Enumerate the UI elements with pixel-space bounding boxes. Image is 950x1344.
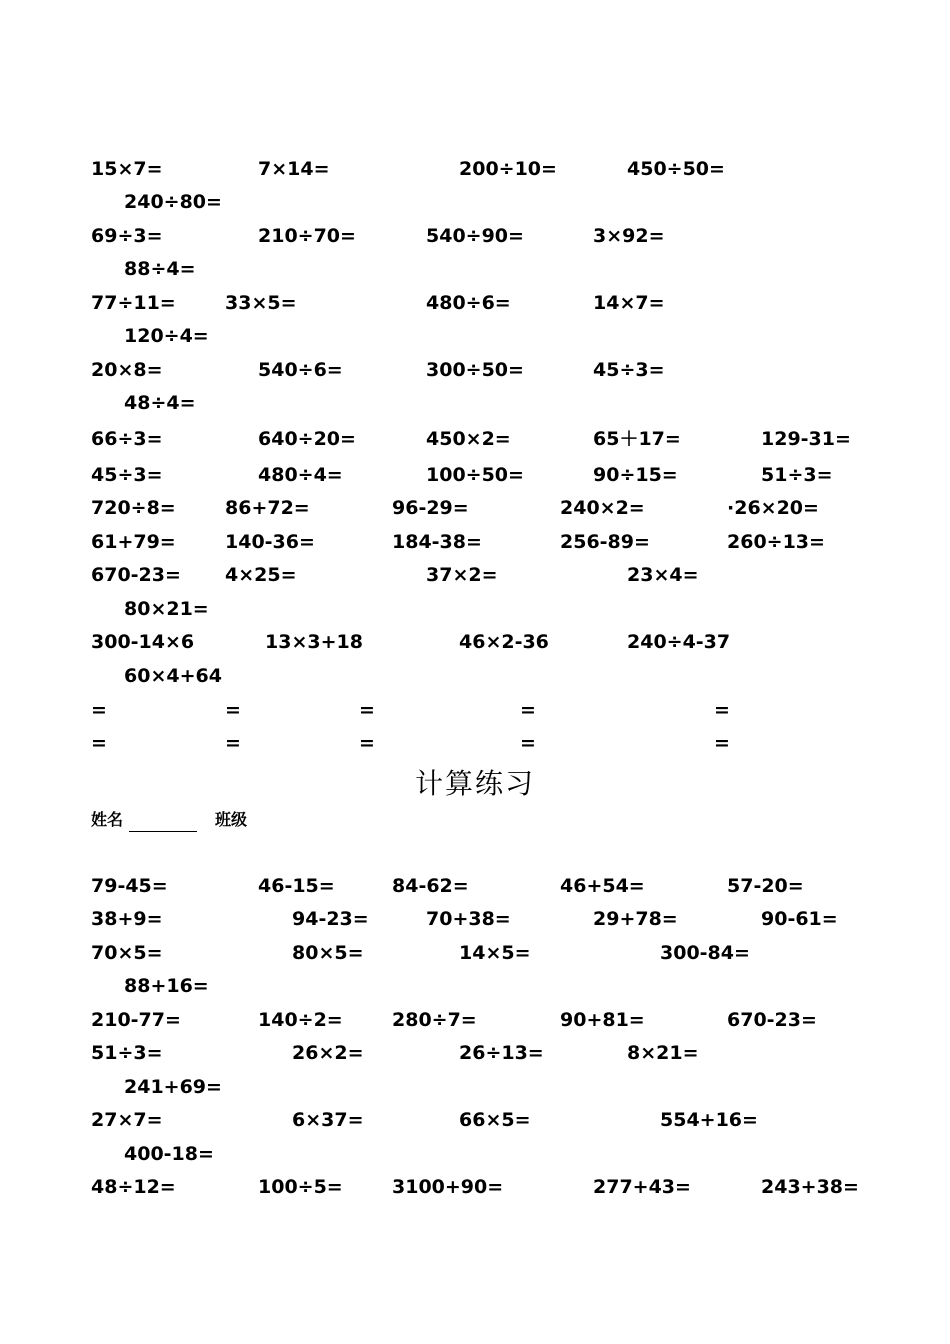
exercise-item: 100÷5= bbox=[258, 1176, 343, 1198]
exercise-line bbox=[0, 563, 950, 587]
exercise-item: 14×5= bbox=[459, 942, 531, 964]
exercise-item: 450÷50= bbox=[627, 158, 725, 180]
exercise-item: 94-23= bbox=[292, 908, 369, 930]
exercise-item: 38+9= bbox=[91, 908, 163, 930]
exercise-line bbox=[0, 324, 950, 348]
exercise-item: 57-20= bbox=[727, 875, 804, 897]
exercise-item: 48÷12= bbox=[91, 1176, 176, 1198]
exercise-item: 15×7= bbox=[91, 158, 163, 180]
exercise-line bbox=[0, 530, 950, 554]
exercise-item: 120÷4= bbox=[124, 325, 209, 347]
exercise-item: = bbox=[225, 699, 241, 721]
exercise-item: = bbox=[520, 732, 536, 754]
exercise-item: = bbox=[91, 699, 107, 721]
exercise-item: 46+54= bbox=[560, 875, 645, 897]
exercise-item: = bbox=[714, 699, 730, 721]
exercise-item: 129-31= bbox=[761, 428, 851, 450]
exercise-item: = bbox=[714, 732, 730, 754]
exercise-line bbox=[0, 358, 950, 382]
exercise-line bbox=[0, 698, 950, 722]
exercise-item: 4×25= bbox=[225, 564, 297, 586]
exercise-item: 3100+90= bbox=[392, 1176, 504, 1198]
exercise-line bbox=[0, 190, 950, 214]
exercise-item: ·26×20= bbox=[727, 497, 819, 519]
exercise-item: 27×7= bbox=[91, 1109, 163, 1131]
exercise-item: 300÷50= bbox=[426, 359, 524, 381]
exercise-item: 540÷90= bbox=[426, 225, 524, 247]
exercise-item: 51÷3= bbox=[91, 1042, 163, 1064]
exercise-line bbox=[0, 664, 950, 688]
exercise-item: 20×8= bbox=[91, 359, 163, 381]
exercise-item: 210-77= bbox=[91, 1009, 181, 1031]
exercise-item: 69÷3= bbox=[91, 225, 163, 247]
exercise-line bbox=[0, 1041, 950, 1065]
exercise-item: 46-15= bbox=[258, 875, 335, 897]
exercise-line bbox=[0, 496, 950, 520]
exercise-item: 6×37= bbox=[292, 1109, 364, 1131]
exercise-item: 240×2= bbox=[560, 497, 645, 519]
exercise-line bbox=[0, 941, 950, 965]
exercise-item: 66÷3= bbox=[91, 428, 163, 450]
exercise-line bbox=[0, 731, 950, 755]
exercise-item: 70×5= bbox=[91, 942, 163, 964]
exercise-line bbox=[0, 1075, 950, 1099]
exercise-line bbox=[0, 224, 950, 248]
exercise-item: 23×4= bbox=[627, 564, 699, 586]
exercise-item: 84-62= bbox=[392, 875, 469, 897]
exercise-item: 13×3+18 bbox=[265, 631, 363, 653]
exercise-item: 46×2-36 bbox=[459, 631, 549, 653]
exercise-item: 184-38= bbox=[392, 531, 482, 553]
student-info-row bbox=[91, 808, 247, 832]
exercise-line bbox=[0, 157, 950, 181]
exercise-item: 26÷13= bbox=[459, 1042, 544, 1064]
class-label: 班级 bbox=[215, 810, 248, 829]
exercise-item: 480÷6= bbox=[426, 292, 511, 314]
exercise-line bbox=[0, 257, 950, 281]
worksheet-title: 计算练习 bbox=[414, 767, 535, 800]
exercise-item: 100÷50= bbox=[426, 464, 524, 486]
exercise-item: 90-61= bbox=[761, 908, 838, 930]
exercise-item: = bbox=[359, 699, 375, 721]
exercise-item: 480÷4= bbox=[258, 464, 343, 486]
exercise-item: 61+79= bbox=[91, 531, 176, 553]
exercise-item: 260÷13= bbox=[727, 531, 825, 553]
exercise-line bbox=[0, 1008, 950, 1032]
exercise-item: 210÷70= bbox=[258, 225, 356, 247]
exercise-item: 243+38= bbox=[761, 1176, 859, 1198]
exercise-item: 240÷80= bbox=[124, 191, 222, 213]
exercise-item: = bbox=[91, 732, 107, 754]
exercise-line bbox=[0, 1175, 950, 1199]
exercise-line bbox=[0, 597, 950, 621]
exercise-item: 200÷10= bbox=[459, 158, 557, 180]
exercise-item: 720÷8= bbox=[91, 497, 176, 519]
exercise-item: = bbox=[225, 732, 241, 754]
exercise-item: 8×21= bbox=[627, 1042, 699, 1064]
exercise-item: 450×2= bbox=[426, 428, 511, 450]
exercise-item: = bbox=[359, 732, 375, 754]
exercise-item: 66×5= bbox=[459, 1109, 531, 1131]
exercise-item: 14×7= bbox=[593, 292, 665, 314]
exercise-item: 33×5= bbox=[225, 292, 297, 314]
exercise-item: 96-29= bbox=[392, 497, 469, 519]
exercise-item: 80×5= bbox=[292, 942, 364, 964]
exercise-item: = bbox=[520, 699, 536, 721]
name-blank-line bbox=[129, 815, 197, 832]
exercise-item: 65＋17= bbox=[593, 428, 681, 450]
exercise-item: 3×92= bbox=[593, 225, 665, 247]
exercise-line bbox=[0, 291, 950, 315]
exercise-line bbox=[0, 427, 950, 451]
exercise-line bbox=[0, 630, 950, 654]
exercise-item: 45÷3= bbox=[593, 359, 665, 381]
name-label: 姓名 bbox=[91, 810, 124, 829]
exercise-item: 90+81= bbox=[560, 1009, 645, 1031]
exercise-item: 26×2= bbox=[292, 1042, 364, 1064]
exercise-item: 60×4+64 bbox=[124, 665, 222, 687]
exercise-line bbox=[0, 463, 950, 487]
exercise-item: 77÷11= bbox=[91, 292, 176, 314]
exercise-item: 670-23= bbox=[727, 1009, 817, 1031]
exercise-item: 540÷6= bbox=[258, 359, 343, 381]
exercise-item: 140-36= bbox=[225, 531, 315, 553]
exercise-item: 277+43= bbox=[593, 1176, 691, 1198]
exercise-item: 300-84= bbox=[660, 942, 750, 964]
exercise-item: 554+16= bbox=[660, 1109, 758, 1131]
exercise-item: 7×14= bbox=[258, 158, 330, 180]
exercise-line bbox=[0, 874, 950, 898]
exercise-item: 80×21= bbox=[124, 598, 209, 620]
exercise-item: 79-45= bbox=[91, 875, 168, 897]
exercise-item: 670-23= bbox=[91, 564, 181, 586]
exercise-item: 140÷2= bbox=[258, 1009, 343, 1031]
exercise-item: 90÷15= bbox=[593, 464, 678, 486]
exercise-item: 86+72= bbox=[225, 497, 310, 519]
exercise-item: 29+78= bbox=[593, 908, 678, 930]
exercise-item: 400-18= bbox=[124, 1143, 214, 1165]
exercise-item: 51÷3= bbox=[761, 464, 833, 486]
exercise-line bbox=[0, 974, 950, 998]
exercise-item: 70+38= bbox=[426, 908, 511, 930]
exercise-line bbox=[0, 1108, 950, 1132]
exercise-item: 48÷4= bbox=[124, 392, 196, 414]
exercise-item: 241+69= bbox=[124, 1076, 222, 1098]
exercise-line bbox=[0, 391, 950, 415]
exercise-item: 640÷20= bbox=[258, 428, 356, 450]
exercise-item: 45÷3= bbox=[91, 464, 163, 486]
exercise-line bbox=[0, 1142, 950, 1166]
exercise-item: 240÷4-37 bbox=[627, 631, 731, 653]
exercise-item: 280÷7= bbox=[392, 1009, 477, 1031]
exercise-line bbox=[0, 907, 950, 931]
exercise-item: 300-14×6 bbox=[91, 631, 195, 653]
exercise-item: 88÷4= bbox=[124, 258, 196, 280]
exercise-item: 256-89= bbox=[560, 531, 650, 553]
exercise-item: 88+16= bbox=[124, 975, 209, 997]
exercise-item: 37×2= bbox=[426, 564, 498, 586]
